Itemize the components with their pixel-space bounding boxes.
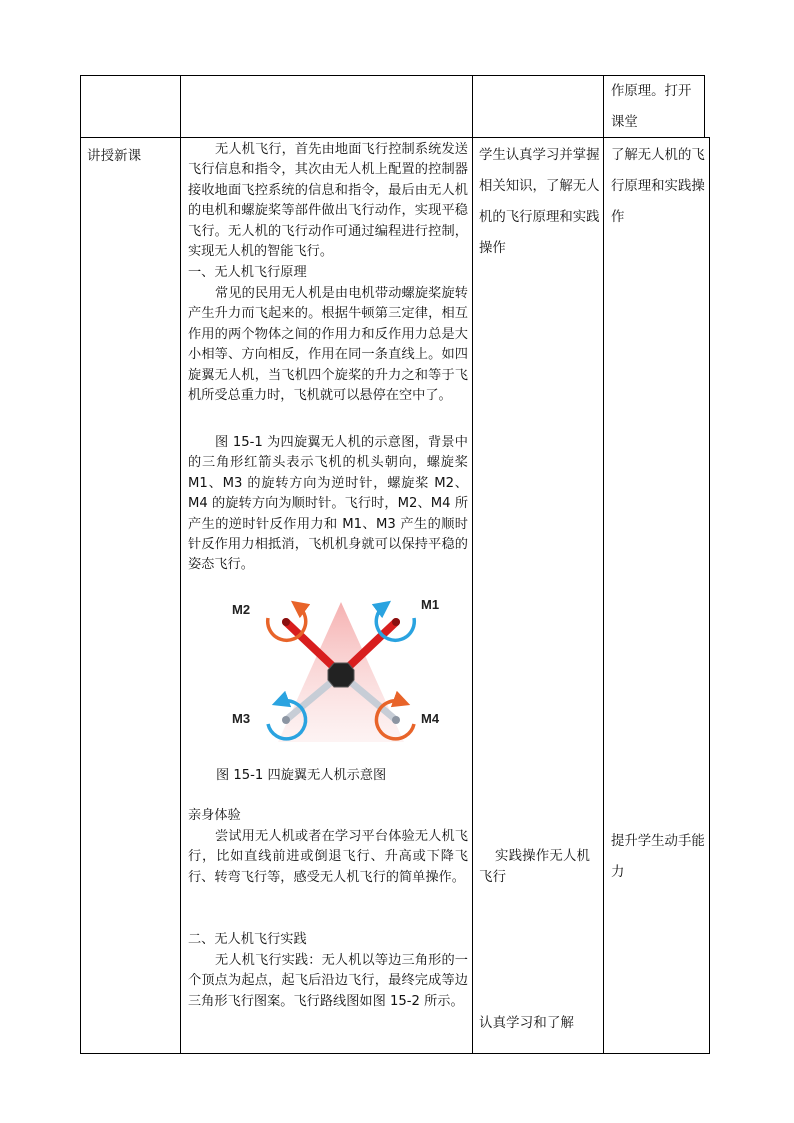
label-m1: M1 [421, 597, 440, 612]
motor-m1 [392, 618, 400, 626]
section1-paragraph-2: 图 15-1 为四旋翼无人机的示意图，背景中的三角形红箭头表示飞机的机头朝向，螺旋桨 M1、M3 的旋转方向为逆时针，螺旋桨 M2、M4 的旋转方向为顺时针。飞行时，M2、M4 所产生的逆时针反作用力和 M1、M3 产生的顺时针反作用力相抵消，飞机机身就可以保持平稳的姿态飞行。 [188, 435, 468, 573]
section2-title: 二、无人机飞行实践 [188, 932, 307, 947]
label-m2: M2 [232, 602, 251, 617]
table-border-bottom [80, 1053, 710, 1054]
top-row-goal-text: 作原理。打开课堂 [611, 84, 692, 130]
motor-m3 [282, 716, 290, 724]
table-border-right [709, 137, 710, 1054]
teaching-goal-1: 了解无人机的飞行原理和实践操作 [611, 148, 705, 225]
motor-m2 [282, 618, 290, 626]
table-col-divider-1 [180, 75, 181, 1054]
table-border-right-top [704, 75, 705, 137]
student-activity-2: 实践操作无人机飞行 [479, 849, 591, 885]
figure-caption: 图 15-1 四旋翼无人机示意图 [216, 768, 387, 783]
experience-paragraph: 尝试用无人机或者在学习平台体验无人机飞行，比如直线前进或倒退飞行、升高或下降飞行、转弯飞行等，感受无人机飞行的简单操作。 [188, 829, 468, 885]
section2-paragraph: 无人机飞行实践：无人机以等边三角形的一个顶点为起点，起飞后沿边飞行，最终完成等边三角形飞行图案。飞行路线图如图 15-2 所示。 [188, 953, 468, 1009]
label-m3: M3 [232, 711, 251, 726]
student-activity-1: 学生认真学习并掌握相关知识，了解无人机的飞行原理和实践操作 [479, 148, 600, 256]
quadcopter-diagram [228, 592, 450, 756]
table-col-divider-2 [472, 75, 473, 1054]
section1-title: 一、无人机飞行原理 [188, 265, 307, 280]
section-label: 讲授新课 [87, 149, 142, 164]
table-border-left [80, 75, 81, 1054]
label-m4: M4 [421, 711, 440, 726]
intro-paragraph: 无人机飞行，首先由地面飞行控制系统发送飞行信息和指令，其次由无人机上配置的控制器接收地面飞控系统的信息和指令，最后由无人机的电机和螺旋桨等部件做出飞行动作，实现平稳飞行。无人机的飞行动作可通过编程进行控制，实现无人机的智能飞行。 [188, 142, 468, 260]
experience-title: 亲身体验 [188, 808, 241, 823]
teaching-goal-2: 提升学生动手能力 [611, 834, 705, 880]
motor-m4 [392, 716, 400, 724]
section1-paragraph-1: 常见的民用无人机是由电机带动螺旋桨旋转产生升力而飞起来的。根据牛顿第三定律，相互作用的两个物体之间的作用力和反作用力总是大小相等、方向相反，作用在同一条直线上。如四旋翼无人机，当飞机四个旋桨的升力之和等于飞机所受总重力时，飞机就可以悬停在空中了。 [188, 286, 468, 404]
drone-body [328, 663, 354, 687]
table-col-divider-3 [603, 75, 604, 1054]
student-activity-3: 认真学习和了解 [479, 1016, 575, 1031]
